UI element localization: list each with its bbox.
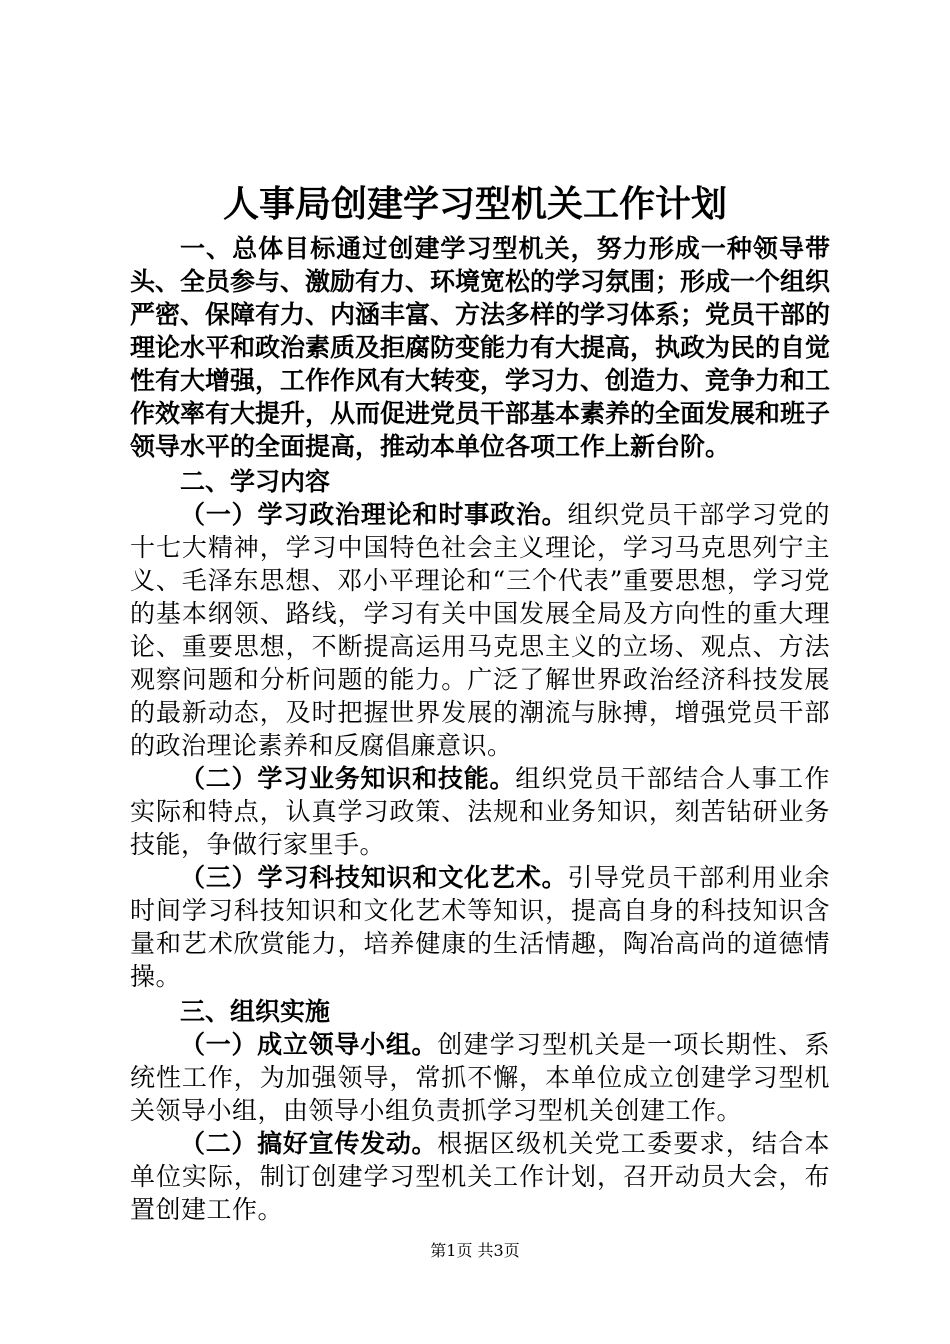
section-3-item-1-lead: （一）成立领导小组。 bbox=[180, 1030, 438, 1059]
section-2-item-1-lead: （一）学习政治理论和时事政治。 bbox=[180, 500, 568, 529]
section-1-paragraph: 一、总体目标通过创建学习型机关，努力形成一种领导带头、全员参与、激励有力、环境宽松的学习氛围；形成一个组织严密、保障有力、内涵丰富、方法多样的学习体系；党员干部的理论水平和政治素质及拒腐防变能力有大提高，执政为民的自觉性有大增强，工作作风有大转变，学习力、创造力、竞争力和工作效率有大提升，从而促进党员干部基本素养的全面发展和班子领导水平的全面提高，推动本单位各项工作上新台阶。 bbox=[130, 234, 831, 461]
section-2-item-3-body: 引导党员干部利用业余时间学习科技知识和文化艺术等知识，提高自身的科技知识含量和艺术欣赏能力，培养健康的生活情趣，陶冶高尚的道德情操。 bbox=[130, 863, 830, 991]
section-2-item-1-body: 组织党员干部学习党的十七大精神，学习中国特色社会主义理论，学习马克思列宁主义、毛泽东思想、邓小平理论和“三个代表”重要思想，学习党的基本纲领、路线，学习有关中国发展全局及方向性的重大理论、重要思想，不断提高运用马克思主义的立场、观点、方法观察问题和分析问题的能力。广泛了解世界政治经济科技发展的最新动态，及时把握世界发展的潮流与脉搏，增强党员干部的政治理论素养和反腐倡廉意识。 bbox=[130, 500, 830, 760]
section-3-item-1-body: 创建学习型机关是一项长期性、系统性工作，为加强领导，常抓不懈，本单位成立创建学习型机关领导小组，由领导小组负责抓学习型机关创建工作。 bbox=[130, 1030, 830, 1125]
section-2-item-2 bbox=[130, 762, 830, 861]
document-body bbox=[130, 232, 830, 1226]
section-2-item-2-lead: （二）学习业务知识和技能。 bbox=[180, 764, 516, 793]
section-2-item-1 bbox=[130, 498, 830, 762]
section-3-item-2-body: 根据区级机关党工委要求，结合本单位实际，制订创建学习型机关工作计划，召开动员大会，布置创建工作。 bbox=[130, 1129, 830, 1224]
section-2-item-3 bbox=[130, 861, 830, 993]
section-3-item-1 bbox=[130, 1028, 830, 1127]
section-3-item-2 bbox=[130, 1127, 830, 1226]
section-3-item-2-lead: （二）搞好宣传发动。 bbox=[180, 1129, 438, 1158]
document-title: 人事局创建学习型机关工作计划 bbox=[222, 184, 727, 225]
section-2-heading: 二、学习内容 bbox=[180, 467, 331, 496]
section-2-item-3-lead: （三）学习科技知识和文化艺术。 bbox=[180, 863, 568, 892]
section-2-item-2-body: 组织党员干部结合人事工作实际和特点，认真学习政策、法规和业务知识，刻苦钻研业务技能，争做行家里手。 bbox=[130, 764, 830, 859]
section-3-heading: 三、组织实施 bbox=[180, 997, 331, 1026]
page-footer: 第1页 共3页 bbox=[430, 1241, 520, 1260]
